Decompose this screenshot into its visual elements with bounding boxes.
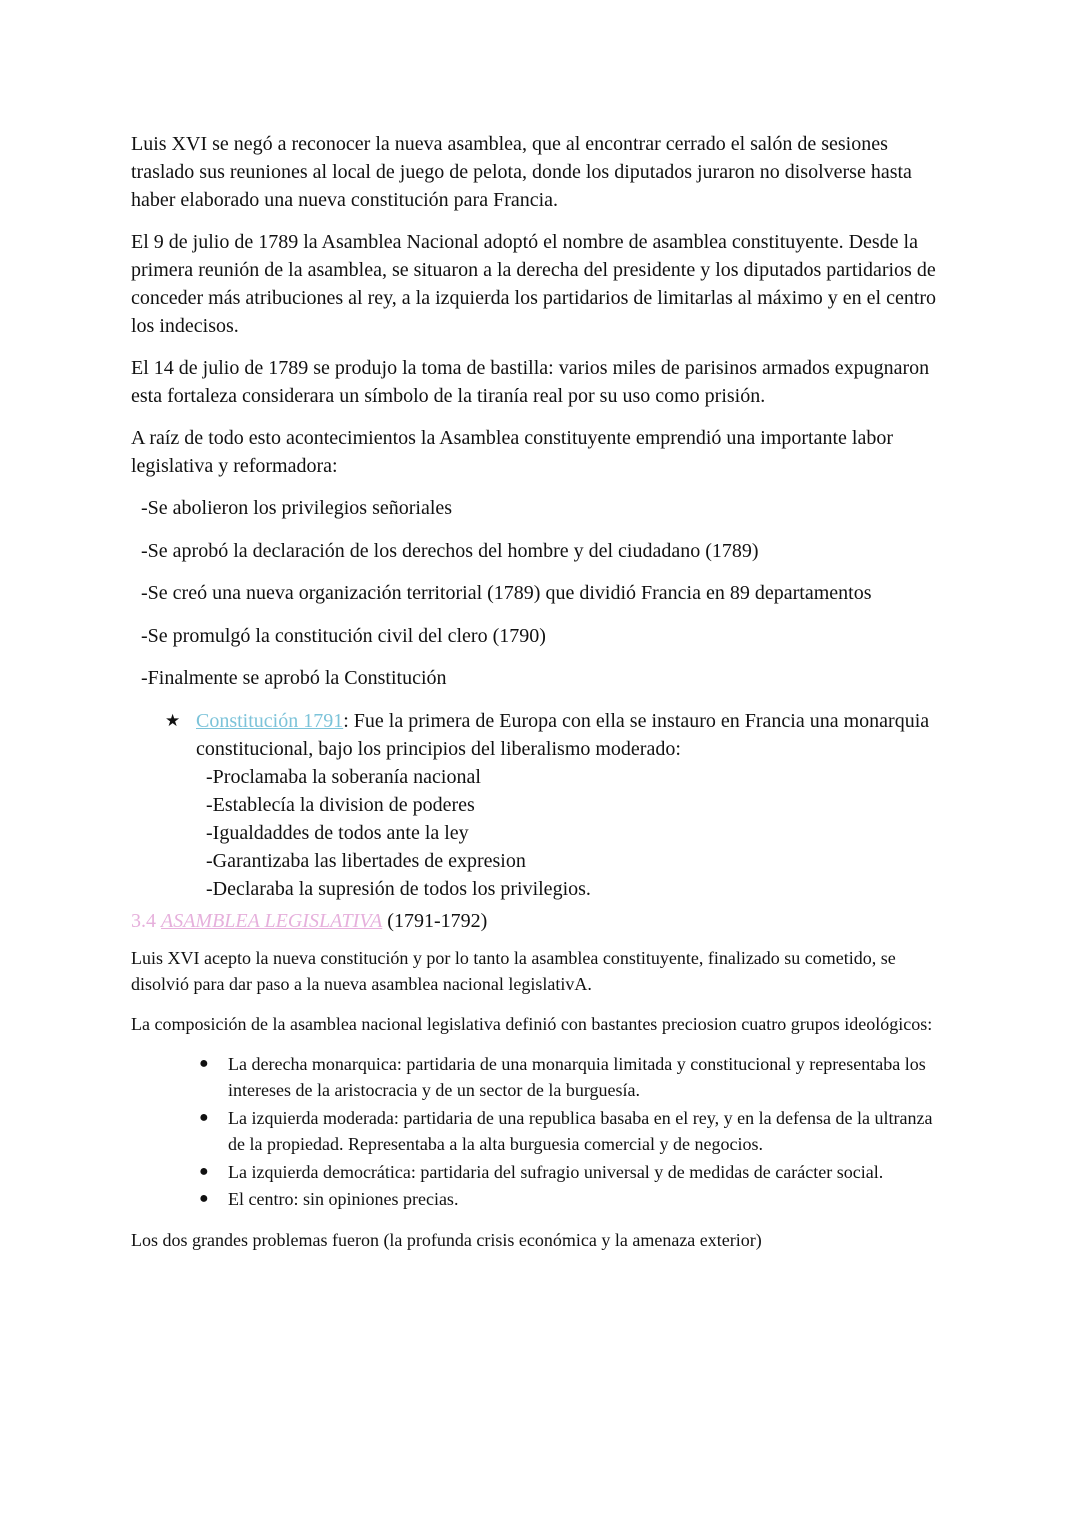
section-years: (1791-1792) <box>382 909 488 932</box>
paragraph-toma-de-bastilla: El 14 de julio de 1789 se produjo la toma de bastilla: varios miles de parisinos armados expugnaron esta fortaleza considerara un símbolo de la tiranía real por su uso como prisión. <box>131 357 930 407</box>
reform-item: -Se aprobó la declaración de los derechos del hombre y del ciudadano (1789) <box>141 539 759 562</box>
group-item <box>131 1159 951 1186</box>
constitution-1791-block <box>165 707 951 903</box>
paragraph-juego-de-pelota: Luis XVI se negó a reconocer la nueva asamblea, que al encontrar cerrado el salón de sesiones traslado sus reuniones al local de juego de pelota, donde los diputados juraron no disolverse hasta haber elaborado una nueva constitución para Francia. <box>131 133 912 211</box>
bullet-icon: ● <box>199 1108 209 1126</box>
constitution-intro-text: : Fue la primera de Europa con ella se instauro en Francia una monarquia constitucional, bajo los principios del liberalismo moderado: <box>196 709 930 760</box>
principle-item: -Garantizaba las libertades de expresion <box>206 849 526 872</box>
group-text: El centro: sin opiniones precias. <box>228 1189 459 1209</box>
principle-item: -Igualdaddes de todos ante la ley <box>206 821 469 844</box>
constitution-1791-link[interactable]: Constitución 1791 <box>196 709 344 732</box>
group-text: La derecha monarquica: partidaria de una monarquia limitada y constitucional y representaba los intereses de la aristocracia y de un sector de la burguesía. <box>228 1053 926 1100</box>
bullet-icon: ● <box>199 1190 209 1207</box>
reform-item: -Se promulgó la constitución civil del clero (1790) <box>141 624 546 647</box>
group-text: La izquierda moderada: partidaria de una republica basaba en el rey, y en la defensa de la ultranza de la propiedad. Representaba a la alta burguesia comercial y de negocios. <box>228 1107 933 1154</box>
paragraph-grandes-problemas: Los dos grandes problemas fueron (la profunda crisis económica y la amenaza exterior) <box>131 1229 762 1250</box>
document-page <box>131 130 951 1267</box>
paragraph-labor-legislativa: A raíz de todo esto acontecimientos la Asamblea constituyente emprendió una importante labor legislativa y reformadora: <box>131 427 893 477</box>
principle-item: -Proclamaba la soberanía nacional <box>206 765 481 788</box>
paragraph-asamblea-constituyente: El 9 de julio de 1789 la Asamblea Nacional adoptó el nombre de asamblea constituyente. Desde la primera reunión de la asamblea, se situaron a la derecha del presidente y los diputados partidarios de conceder más atribuciones al rey, a la izquierda los partidarios de limitarlas al máximo y en el centro los indecisos. <box>131 231 937 337</box>
principle-item: -Declaraba la supresión de todos los privilegios. <box>206 877 591 900</box>
ideological-groups-list <box>131 1051 951 1213</box>
group-item <box>131 1105 951 1158</box>
section-title-link[interactable]: ASAMBLEA LEGISLATIVA <box>161 909 383 932</box>
paragraph-acepto-constitucion: Luis XVI acepto la nueva constitución y por lo tanto la asamblea constituyente, finalizado su cometido, se disolvió para dar paso a la nueva asamblea nacional legislativA. <box>131 947 896 994</box>
reform-item: -Finalmente se aprobó la Constitución <box>141 667 447 689</box>
bullet-icon: ● <box>199 1162 209 1180</box>
group-item <box>131 1186 951 1213</box>
bullet-icon: ● <box>199 1054 209 1072</box>
paragraph-composicion-asamblea: La composición de la asamblea nacional legislativa definió con bastantes preciosion cuatro grupos ideológicos: <box>131 1013 933 1034</box>
group-item <box>131 1051 951 1104</box>
reforms-list <box>131 494 951 692</box>
constitution-intro <box>196 707 951 763</box>
group-text: La izquierda democrática: partidaria del sufragio universal y de medidas de carácter social. <box>228 1161 884 1182</box>
section-heading <box>131 907 951 935</box>
reform-item: -Se creó una nueva organización territorial (1789) que dividió Francia en 89 departamentos <box>141 582 872 604</box>
section-number: 3.4 <box>131 909 161 932</box>
reform-item: -Se abolieron los privilegios señoriales <box>141 497 453 519</box>
principle-item: -Establecía la division de poderes <box>206 793 475 816</box>
star-icon: ★ <box>165 710 181 730</box>
